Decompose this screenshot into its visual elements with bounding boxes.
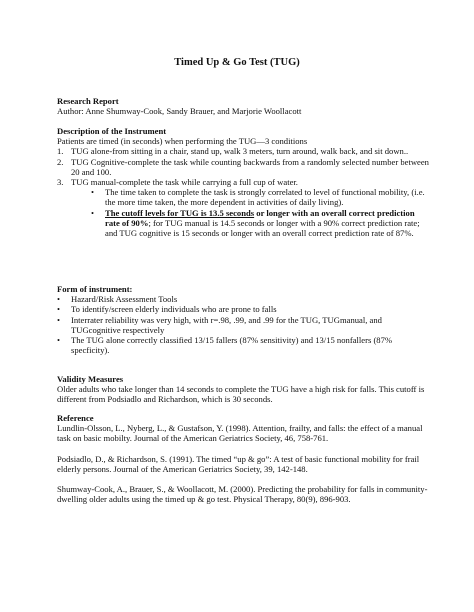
sub-bullet-text: The time taken to complete the task is strongly correlated to level of functional mobility, (i.e. the more time taken, the more dependent in activities of daily living). bbox=[105, 187, 425, 208]
description-heading: Description of the Instrument bbox=[57, 126, 167, 136]
bullet-icon: • bbox=[91, 207, 95, 218]
bullet-icon: • bbox=[57, 304, 61, 315]
sub-bullet-item bbox=[91, 208, 429, 239]
reference-heading: Reference bbox=[57, 413, 94, 423]
description-section bbox=[57, 126, 429, 238]
reference-item: Lundlin-Olsson, L., Nyberg, L., & Gustafson, Y. (1998). Attention, frailty, and falls: the effect of a manual task on basic mobilty. Journal of the American Geriatrics Society, 46, 758-761. bbox=[57, 423, 423, 444]
list-item-text: To identify/screen elderly individuals who are prone to falls bbox=[71, 304, 277, 315]
author-line: Author: Anne Shumway-Cook, Sandy Brauer, and Marjorie Woollacott bbox=[57, 106, 302, 117]
list-item-text: TUG alone-from sitting in a chair, stand up, walk 3 meters, turn around, walk back, and sit down.. bbox=[71, 146, 409, 157]
list-marker: 2. bbox=[57, 156, 64, 167]
reference-item: Podsiadlo, D., & Richardson, S. (1991). The timed “up & go”: A test of basic functional mobility for frail elderly persons. Journal of the American Geriatrics Society, 39, 142-148. bbox=[57, 453, 420, 474]
list-item bbox=[57, 177, 429, 187]
sub-bullet-item bbox=[91, 187, 429, 207]
cutoff-bold: or longer with an overall correct prediction rate of 90% bbox=[105, 207, 415, 228]
list-item bbox=[57, 146, 429, 156]
bullet-icon: • bbox=[57, 294, 61, 305]
list-item bbox=[57, 304, 429, 314]
list-item bbox=[57, 294, 429, 304]
list-item-text: TUG Cognitive-complete the task while counting backwards from a randomly selected number between 20 and 100. bbox=[71, 156, 429, 177]
validity-section bbox=[57, 374, 429, 405]
list-item bbox=[57, 157, 429, 177]
research-report-heading: Research Report bbox=[57, 96, 119, 106]
page-title: Timed Up & Go Test (TUG) bbox=[174, 57, 300, 68]
list-marker: 3. bbox=[57, 177, 64, 188]
research-report-section bbox=[57, 96, 429, 116]
validity-heading: Validity Measures bbox=[57, 374, 124, 384]
bullet-icon: • bbox=[57, 314, 61, 325]
cutoff-underlined: The cutoff levels for TUG is 13.5 seconds bbox=[105, 207, 255, 218]
list-item-text: Interrater reliability was very high, with r=.98, .99, and .99 for the TUG, TUGmanual, and TUGcognitive respectively bbox=[71, 314, 382, 335]
reference-section bbox=[57, 413, 429, 504]
list-item bbox=[57, 315, 429, 335]
list-item bbox=[57, 335, 429, 355]
form-section bbox=[57, 284, 429, 355]
list-item-text: The TUG alone correctly classified 13/15 fallers (87% sensitivity) and 13/15 nonfallers (87% specficity). bbox=[71, 335, 393, 356]
list-item-text: Hazard/Risk Assessment Tools bbox=[71, 294, 178, 305]
reference-item: Shumway-Cook, A., Brauer, S., & Woollacott, M. (2000). Predicting the probability for falls in community-dwelling older adults using the timed up & go test. Physical Therapy, 80(9), 896-903. bbox=[57, 484, 428, 505]
description-intro: Patients are timed (in seconds) when performing the TUG—3 conditions bbox=[57, 136, 308, 147]
cutoff-rest: ; for TUG manual is 14.5 seconds or longer with a 90% correct prediction rate; and TUG cognitive is 15 seconds or longer with an overall correct prediction rate of 87%. bbox=[105, 217, 420, 239]
list-marker: 1. bbox=[57, 146, 64, 157]
form-heading: Form of instrument: bbox=[57, 284, 133, 294]
bullet-icon: • bbox=[57, 335, 61, 346]
list-item-text: TUG manual-complete the task while carrying a full cup of water. bbox=[71, 177, 298, 188]
bullet-icon: • bbox=[91, 187, 95, 198]
validity-text: Older adults who take longer than 14 seconds to complete the TUG have a high risk for falls. This cutoff is different from Podsiadlo and Richardson, which is 30 seconds. bbox=[57, 384, 425, 405]
